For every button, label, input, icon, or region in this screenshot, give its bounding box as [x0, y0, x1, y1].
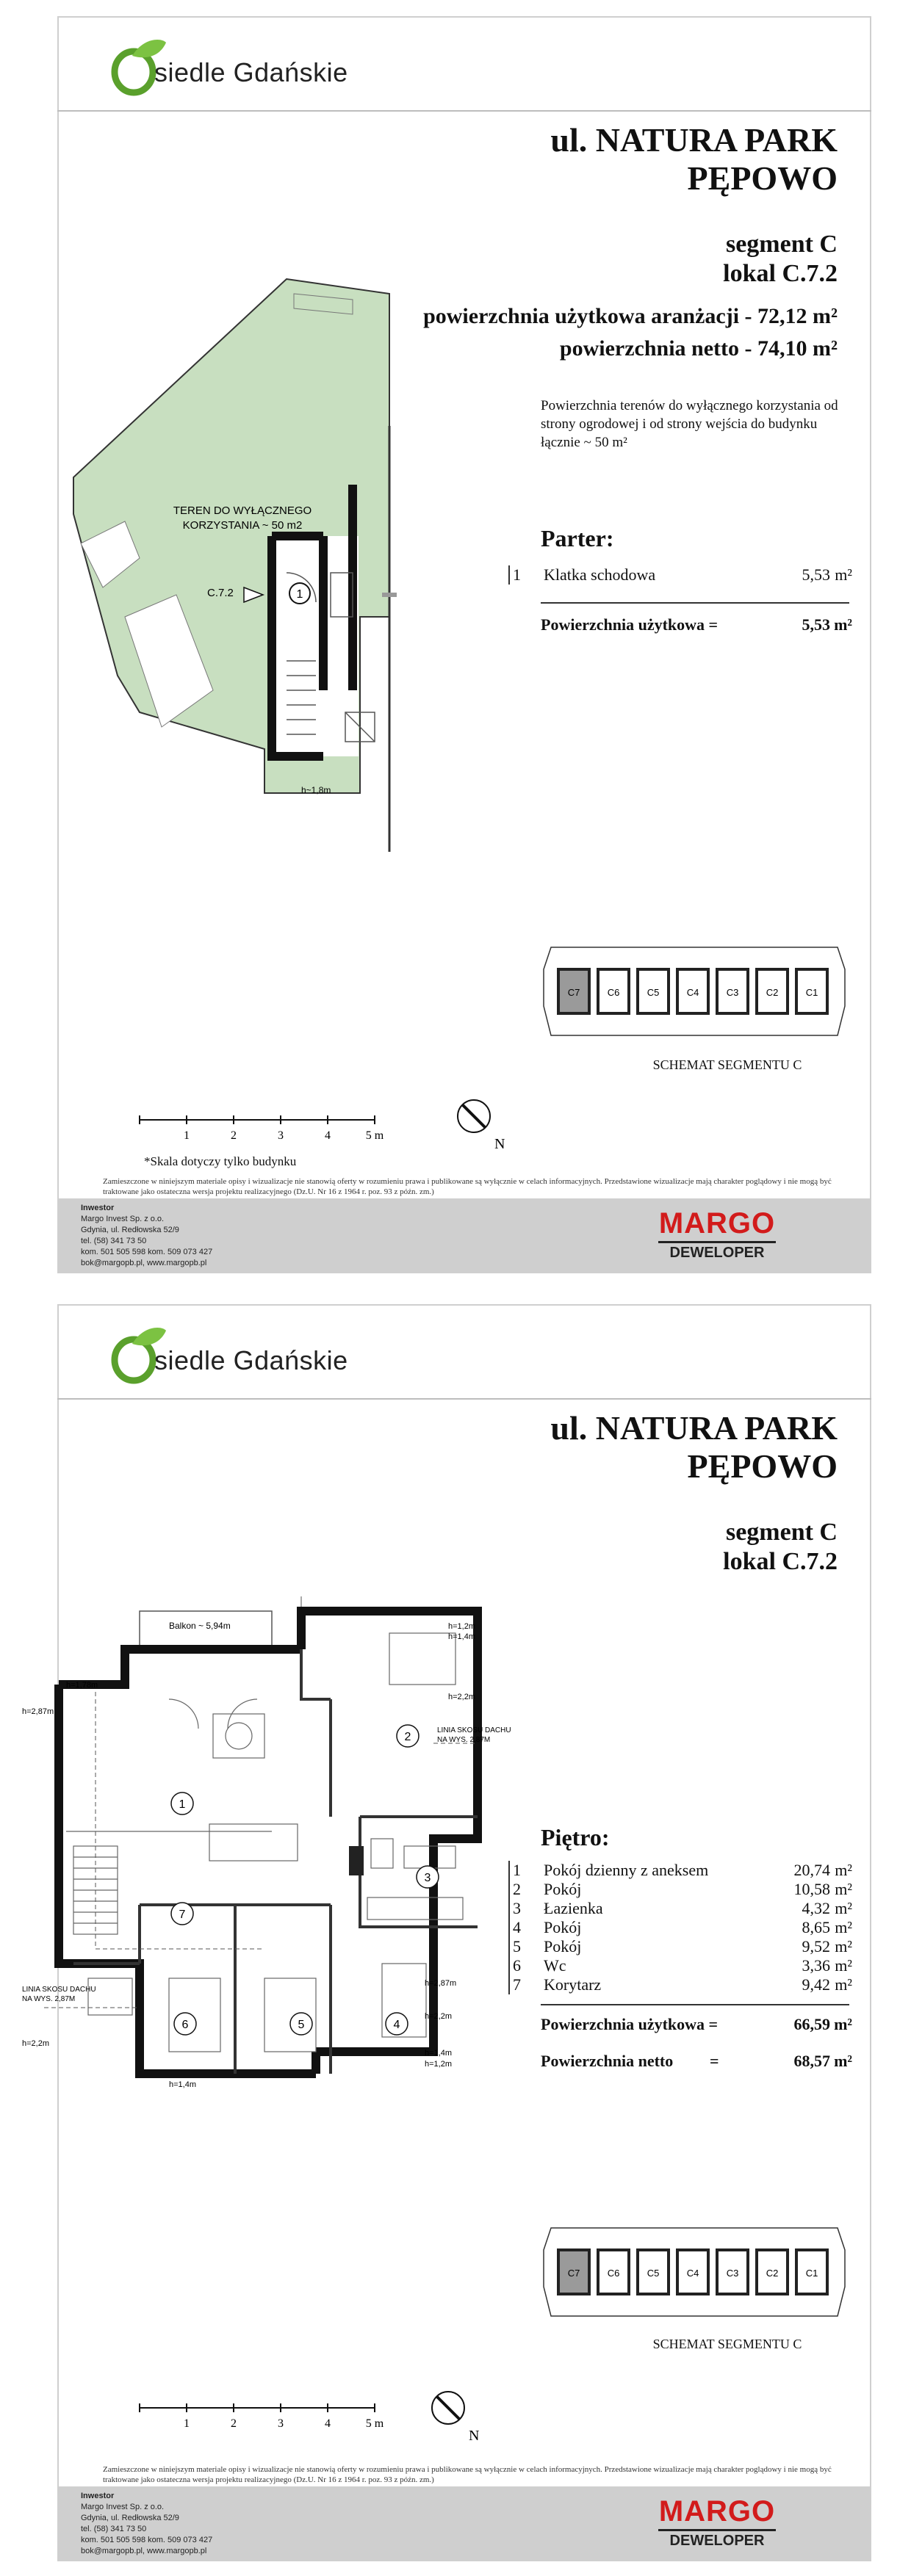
- segment-schema: [529, 2221, 867, 2323]
- room-name: Pokój: [544, 1937, 582, 1955]
- room-row: [507, 1899, 852, 1918]
- schema-cell-label: C5: [647, 2268, 660, 2279]
- schema-cell-label: C5: [647, 987, 660, 998]
- margo-wordmark: MARGO: [658, 1207, 776, 1240]
- room-area: 20,74: [793, 1861, 830, 1879]
- usable-area-unit: m²: [834, 2015, 852, 2033]
- room-name: Pokój: [544, 1880, 582, 1898]
- area-arrangement: powierzchnia użytkowa aranżacji - 72,12 m²: [423, 304, 838, 328]
- room-name: Wc: [544, 1956, 566, 1975]
- room-unit: m²: [835, 1861, 852, 1879]
- schema-cell-label: C1: [805, 987, 818, 998]
- room-marker-label: 6: [181, 2019, 189, 2031]
- schema-cell-label: C7: [567, 2268, 580, 2279]
- scale-tick-label: 3: [278, 1129, 284, 1142]
- margo-logo: [658, 2495, 776, 2550]
- lokal-title: lokal C.7.2: [723, 260, 838, 287]
- partition: [301, 1649, 331, 1699]
- schema-cell-label: C2: [766, 987, 779, 998]
- room-area: 9,42: [802, 1975, 830, 1994]
- height-label: h=2,2m: [22, 2039, 49, 2048]
- wall: [59, 1649, 301, 1685]
- room-name: Łazienka: [544, 1899, 603, 1917]
- sum-divider: [541, 2004, 849, 2005]
- company-mobile: kom. 501 505 598 kom. 509 073 427: [81, 1248, 213, 1256]
- company-phone: tel. (58) 341 73 50: [81, 1237, 147, 1245]
- scale-tick-label: 3: [278, 2417, 284, 2430]
- roof-slope-label: LINIA SKOSU DACHU: [22, 1986, 96, 1994]
- schema-cell-label: C4: [686, 987, 699, 998]
- title-block: [550, 1409, 838, 1577]
- room-number: 7: [513, 1975, 521, 1994]
- net-area-eq: =: [710, 2052, 719, 2070]
- height-label: h~1,8m: [301, 785, 331, 795]
- schema-caption: SCHEMAT SEGMENTU C: [652, 2337, 802, 2351]
- room-unit: m²: [835, 1899, 852, 1917]
- room-number: 3: [513, 1899, 521, 1917]
- roof-slope-label: LINIA SKOSU DACHU: [437, 1726, 511, 1734]
- net-area-label: Powierzchnia netto: [541, 2052, 674, 2070]
- room-list: [507, 565, 852, 585]
- room-area: 10,58: [793, 1880, 830, 1898]
- room-area: 5,53: [802, 565, 830, 584]
- room-unit: m²: [835, 1975, 852, 1994]
- room-area: 4,32: [802, 1899, 830, 1917]
- height-label: h=1,2m: [425, 2060, 452, 2069]
- logo-text: siedle Gdańskie: [154, 57, 348, 87]
- logo: [103, 1322, 382, 1392]
- lokal-title: lokal C.7.2: [723, 1548, 838, 1575]
- room-row: [507, 1880, 852, 1899]
- header-divider: [57, 1398, 871, 1400]
- schema-cell-label: C3: [726, 2268, 739, 2279]
- usable-area-label: Powierzchnia użytkowa =: [541, 2015, 719, 2033]
- room-name: Klatka schodowa: [544, 565, 656, 584]
- room-row: [507, 1861, 852, 1880]
- room-number: 6: [513, 1956, 521, 1975]
- room-row: [507, 1956, 852, 1975]
- room-marker-label: 2: [404, 1731, 411, 1743]
- terrain-note: Powierzchnia terenów do wyłącznego korzystania od strony ogrodowej i od strony wejścia do budynku łącznie ~ 50 m²: [541, 398, 838, 450]
- margo-subtitle: DEWELOPER: [658, 1241, 776, 1262]
- margo-wordmark: MARGO: [658, 2495, 776, 2528]
- sum-divider: [541, 602, 849, 604]
- city-title: PĘPOWO: [687, 1447, 838, 1485]
- room-name: Pokój dzienny z aneksem: [544, 1861, 709, 1879]
- footer: [57, 2486, 871, 2560]
- balcony-label: Balkon ~ 5,94m: [169, 1621, 231, 1631]
- street-title: ul. NATURA PARK: [550, 1409, 838, 1447]
- room-marker-label: 7: [179, 1909, 186, 1921]
- usable-area-label: Powierzchnia użytkowa =: [541, 615, 719, 634]
- room-row: [507, 1937, 852, 1956]
- height-label: h=2,2m: [448, 1693, 475, 1701]
- unit-label: C.7.2: [207, 587, 234, 599]
- floor-title: Parter:: [541, 525, 614, 551]
- room-row: [507, 565, 852, 585]
- logo: [103, 34, 382, 104]
- scale-bar: [132, 2400, 382, 2445]
- segment-schema: [529, 940, 867, 1043]
- room-number: 1: [513, 1861, 521, 1879]
- room-unit: m²: [835, 1918, 852, 1936]
- north-label: N: [494, 1136, 505, 1152]
- company-web: bok@margopb.pl, www.margopb.pl: [81, 2547, 207, 2555]
- height-label: h=1,2m: [448, 1622, 475, 1631]
- investor-info: [81, 2491, 212, 2557]
- schema-cell-label: C7: [567, 987, 580, 998]
- company-name: Margo Invest Sp. z o.o.: [81, 2503, 165, 2511]
- scale-tick-label: 5 m: [365, 2417, 384, 2430]
- north-arrow-icon: [426, 2386, 478, 2445]
- schema-cell-label: C1: [805, 2268, 818, 2279]
- company-address: Gdynia, ul. Redłowska 52/9: [81, 2514, 179, 2522]
- schema-cell-label: C6: [607, 987, 620, 998]
- room-name: Pokój: [544, 1918, 582, 1936]
- schema-caption: SCHEMAT SEGMENTU C: [652, 1057, 802, 1072]
- room-number: 2: [513, 1880, 521, 1898]
- terrain-label-2: KORZYSTANIA ~ 50 m2: [182, 519, 303, 532]
- north-label: N: [469, 2428, 480, 2444]
- street-title: ul. NATURA PARK: [550, 121, 838, 159]
- terrain-label: TEREN DO WYŁĄCZNEGO: [173, 504, 312, 517]
- ground-floor-plan: [73, 279, 411, 911]
- scale-tick-label: 1: [184, 2417, 190, 2430]
- roof-slope-label: NA WYS. 2,87M: [22, 1995, 76, 2003]
- segment-title: segment C: [725, 1519, 838, 1546]
- company-phone: tel. (58) 341 73 50: [81, 2525, 147, 2533]
- room-row: [507, 1975, 852, 1994]
- investor-label: Inwestor: [81, 2492, 115, 2500]
- scale-tick-label: 2: [231, 1129, 237, 1142]
- net-area-unit: m²: [834, 2052, 852, 2070]
- height-label: h=2,2m: [425, 2012, 452, 2021]
- height-label: h=1,4m: [169, 2080, 196, 2089]
- title-block: [550, 121, 838, 289]
- north-arrow-icon: [452, 1094, 503, 1153]
- header-divider: [57, 110, 871, 112]
- investor-info: [81, 1203, 212, 1269]
- margo-subtitle: DEWELOPER: [658, 2529, 776, 2550]
- area-net: powierzchnia netto - 74,10 m²: [559, 336, 838, 361]
- room-row: [507, 1918, 852, 1937]
- roof-slope-label: NA WYS. 2,87M: [437, 1736, 491, 1744]
- height-label: h=1,78m: [66, 1681, 98, 1690]
- logo-text: siedle Gdańskie: [154, 1345, 348, 1375]
- company-name: Margo Invest Sp. z o.o.: [81, 1215, 165, 1223]
- height-label: h=2,87m: [425, 1979, 457, 1988]
- company-mobile: kom. 501 505 598 kom. 509 073 427: [81, 2536, 213, 2544]
- scale-tick-label: 2: [231, 2417, 237, 2430]
- scale-tick-label: 5 m: [365, 1129, 384, 1142]
- room-marker-label: 1: [296, 588, 303, 601]
- first-floor-plan: [22, 1596, 511, 2125]
- room-unit: m²: [835, 1956, 852, 1975]
- scale-tick-label: 4: [325, 1129, 331, 1142]
- room-area: 8,65: [802, 1918, 830, 1936]
- room-number: 4: [513, 1918, 521, 1936]
- schema-cell-label: C3: [726, 987, 739, 998]
- room-number: 1: [513, 565, 521, 584]
- city-title: PĘPOWO: [687, 159, 838, 197]
- room-marker-label: 1: [179, 1798, 186, 1811]
- room-marker-label: 5: [298, 2019, 305, 2031]
- disclaimer: Zamieszczone w niniejszym materiale opisy i wizualizacje nie stanowią oferty w rozumieniu prawa i publikowane są wyłącznie w celach informacyjnych. Przedstawione wizualizacje mają charakter poglądowy i nie mogą być traktowane jako ostateczna wersja projektu realizacyjnego (Dz.U. Nr 16 z 1964 r. poz. 93 z późn. zm.): [103, 2465, 832, 2484]
- schema-cell-label: C6: [607, 2268, 620, 2279]
- room-marker-label: 4: [393, 2019, 400, 2031]
- room-unit: m²: [835, 1880, 852, 1898]
- scale-tick-label: 4: [325, 2417, 331, 2430]
- page-pietro: [0, 1288, 911, 2576]
- schema-cell-label: C4: [686, 2268, 699, 2279]
- company-address: Gdynia, ul. Redłowska 52/9: [81, 1226, 179, 1234]
- margo-logo: [658, 1207, 776, 1262]
- net-area-value: 68,57: [793, 2052, 830, 2070]
- room-unit: m²: [835, 565, 852, 584]
- room-number: 5: [513, 1937, 521, 1955]
- usable-area-unit: m²: [834, 615, 852, 634]
- height-label: h=1,4m: [425, 2049, 452, 2058]
- scale-bar: [132, 1112, 382, 1157]
- room-name: Korytarz: [544, 1975, 602, 1994]
- room-area: 3,36: [802, 1956, 830, 1975]
- room-unit: m²: [835, 1937, 852, 1955]
- investor-label: Inwestor: [81, 1204, 115, 1212]
- floor-title: Piętro:: [541, 1824, 610, 1850]
- usable-area-value: 66,59: [793, 2015, 830, 2033]
- footer: [57, 1198, 871, 1272]
- room-area: 9,52: [802, 1937, 830, 1955]
- scale-note: *Skala dotyczy tylko budynku: [144, 1154, 297, 1168]
- company-web: bok@margopb.pl, www.margopb.pl: [81, 1259, 207, 1267]
- segment-title: segment C: [725, 231, 838, 258]
- room-markers: [171, 1725, 439, 2035]
- height-label: h=2,87m: [22, 1707, 54, 1716]
- room-marker-label: 3: [424, 1872, 431, 1884]
- scale-tick-label: 1: [184, 1129, 190, 1142]
- room-list: [507, 1861, 852, 1994]
- usable-area-value: 5,53: [802, 615, 830, 634]
- height-label: h=1,4m: [448, 1632, 475, 1641]
- disclaimer: Zamieszczone w niniejszym materiale opisy i wizualizacje nie stanowią oferty w rozumieniu prawa i publikowane są wyłącznie w celach informacyjnych. Przedstawione wizualizacje mają charakter poglądowy i nie mogą być traktowane jako ostateczna wersja projektu realizacyjnego (Dz.U. Nr 16 z 1964 r. poz. 93 z późn. zm.): [103, 1177, 832, 1196]
- schema-cell-label: C2: [766, 2268, 779, 2279]
